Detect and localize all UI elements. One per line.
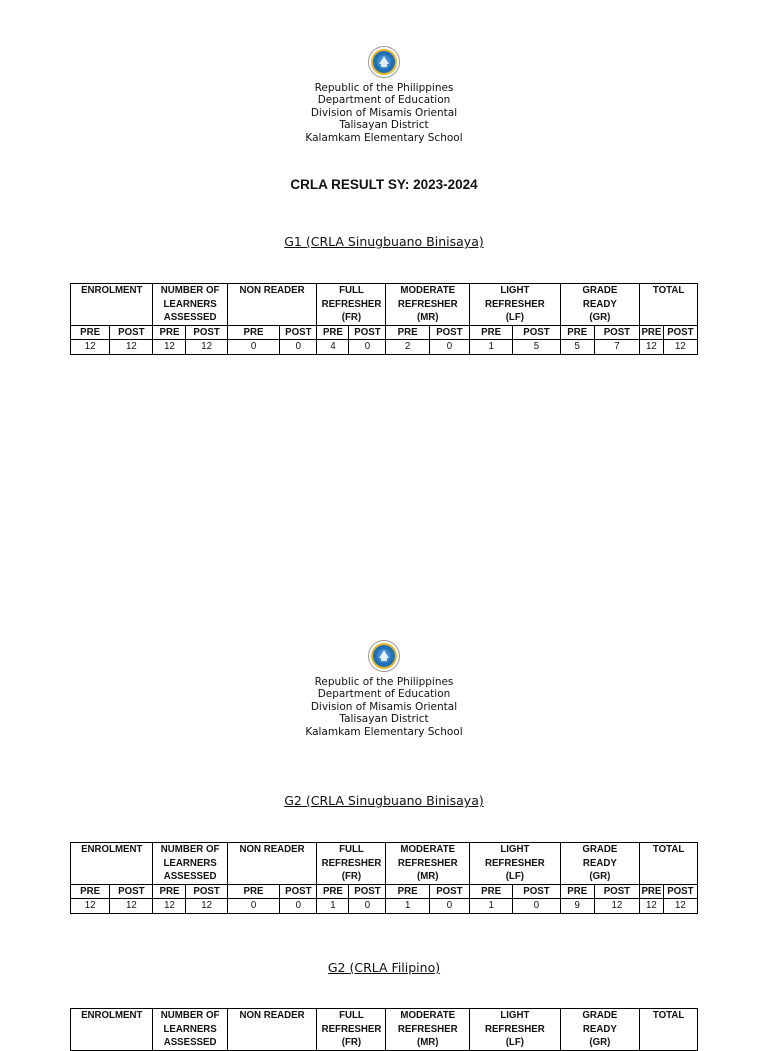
column-header-line: REFRESHER [321,857,382,869]
column-header-line: MODERATE [400,285,456,296]
column-header-line: REFRESHER [397,1023,458,1035]
post-label: POST [280,884,317,899]
results-table-g1-binisaya [70,283,698,355]
header-line-republic: Republic of the Philippines [314,676,454,688]
column-header-learners-assessed [153,1009,227,1051]
column-header-light-refresher [469,843,560,885]
column-header-line: LIGHT [500,285,530,296]
section-title-g2-binisaya: G2 (CRLA Sinugbuano Binisaya) [284,793,484,808]
table-cell-learners-assessed-post: 12 [186,899,227,914]
column-header-line: TOTAL [652,1010,685,1021]
pre-label: PRE [560,325,594,340]
column-header-line: ENROLMENT [81,285,143,296]
column-header-line: ENROLMENT [81,1010,143,1021]
column-header-enrolment [71,1009,153,1051]
post-label: POST [513,884,560,899]
column-header-moderate-refresher [386,1009,470,1051]
table-body [71,340,698,355]
header-line-school: Kalamkam Elementary School [305,131,463,144]
column-header-line: REFRESHER [484,298,545,310]
table-row [71,340,698,355]
column-header-line: ASSESSED [163,312,217,324]
table-cell-non-reader-pre: 0 [227,340,280,355]
post-label: POST [186,884,227,899]
document-title: CRLA RESULT SY: 2023-2024 [290,177,478,192]
column-header-line: READY [582,857,617,869]
pre-label: PRE [386,325,429,340]
post-label: POST [663,325,697,340]
table-cell-moderate-refresher-pre: 2 [386,340,429,355]
column-header-grade-ready [560,1009,639,1051]
column-header-non-reader [227,1009,317,1051]
post-label: POST [110,884,153,899]
table-cell-moderate-refresher-post: 0 [429,340,469,355]
post-label: POST [594,884,639,899]
column-header-line: (LF) [505,312,524,324]
column-header-line: LEARNERS [163,298,217,310]
table-cell-total-post: 12 [663,340,697,355]
header-line-division: Division of Misamis Oriental [310,106,458,119]
letterhead-1 [0,46,768,144]
table-cell-light-refresher-post: 0 [513,899,560,914]
column-header-light-refresher [469,284,560,326]
letterhead-text [0,676,768,738]
column-header-line: FULL [339,844,364,855]
results-table-g2-binisaya [70,842,698,914]
column-header-line: REFRESHER [321,298,382,310]
column-header-light-refresher [469,1009,560,1051]
column-header-moderate-refresher [386,843,470,885]
column-header-line: NON READER [239,844,305,855]
column-header-line: NUMBER OF [160,285,220,296]
post-label: POST [349,884,386,899]
pre-label: PRE [469,325,512,340]
column-header-line: (LF) [505,1037,524,1049]
results-table-g2-filipino [70,1008,698,1051]
column-header-learners-assessed [153,843,227,885]
column-header-line: (FR) [341,1037,362,1049]
column-header-line: LEARNERS [163,857,217,869]
column-header-line: (LF) [505,871,524,883]
post-label: POST [429,325,469,340]
table-cell-non-reader-post: 0 [280,899,317,914]
column-header-line: GRADE [582,844,618,855]
column-header-line: MODERATE [400,844,456,855]
table-cell-learners-assessed-post: 12 [186,340,227,355]
table-cell-grade-ready-post: 12 [594,899,639,914]
column-header-line: ASSESSED [163,1037,217,1049]
column-header-line: FULL [339,1010,364,1021]
table-cell-light-refresher-pre: 1 [469,340,512,355]
pre-label: PRE [153,325,186,340]
post-label: POST [110,325,153,340]
table-cell-enrolment-pre: 12 [71,899,110,914]
column-header-non-reader [227,843,317,885]
column-header-moderate-refresher [386,284,470,326]
pre-label: PRE [317,325,349,340]
table-row [71,899,698,914]
header-line-division: Division of Misamis Oriental [310,700,458,713]
column-header-line: MODERATE [400,1010,456,1021]
pre-label: PRE [317,884,349,899]
column-header-line: READY [582,1023,617,1035]
section-title-g1-binisaya: G1 (CRLA Sinugbuano Binisaya) [284,234,484,249]
table-header [71,1009,698,1051]
column-header-full-refresher [317,843,386,885]
column-header-total [640,1009,698,1051]
column-header-line: (GR) [589,1037,611,1049]
table-cell-non-reader-post: 0 [280,340,317,355]
column-header-line: NUMBER OF [160,1010,220,1021]
pre-label: PRE [560,884,594,899]
column-header-learners-assessed [153,284,227,326]
header-line-department: Department of Education [317,688,451,701]
column-header-total [640,284,698,326]
pre-label: PRE [640,884,664,899]
table-cell-non-reader-pre: 0 [227,899,280,914]
post-label: POST [513,325,560,340]
column-header-full-refresher [317,1009,386,1051]
table-header [71,843,698,899]
column-header-line: ENROLMENT [81,844,143,855]
table-cell-light-refresher-pre: 1 [469,899,512,914]
column-header-line: TOTAL [652,844,685,855]
table-cell-moderate-refresher-post: 0 [429,899,469,914]
column-header-line: LEARNERS [163,1023,217,1035]
header-line-department: Department of Education [317,94,451,107]
column-header-line: LIGHT [500,844,530,855]
deped-seal-icon [368,640,400,672]
header-line-district: Talisayan District [339,119,429,132]
column-header-line: GRADE [582,1010,618,1021]
column-header-line: NON READER [239,285,305,296]
table-body [71,899,698,914]
header-line-republic: Republic of the Philippines [314,82,454,94]
table-cell-learners-assessed-pre: 12 [153,899,186,914]
table-cell-full-refresher-pre: 4 [317,340,349,355]
header-pre-post-row [71,325,698,340]
pre-label: PRE [386,884,429,899]
header-line-school: Kalamkam Elementary School [305,725,463,738]
pre-label: PRE [227,884,280,899]
column-header-line: (GR) [589,871,611,883]
letterhead-text [0,82,768,144]
header-pre-post-row [71,884,698,899]
table-cell-total-post: 12 [663,899,697,914]
column-header-enrolment [71,843,153,885]
table-cell-total-pre: 12 [640,340,664,355]
column-header-line: LIGHT [500,1010,530,1021]
table-cell-learners-assessed-pre: 12 [153,340,186,355]
column-header-line: GRADE [582,285,618,296]
pre-label: PRE [469,884,512,899]
column-header-line: READY [582,298,617,310]
table-cell-full-refresher-post: 0 [349,340,386,355]
column-header-line: (GR) [589,312,611,324]
table-cell-enrolment-post: 12 [110,340,153,355]
column-header-line: (MR) [416,312,439,324]
post-label: POST [429,884,469,899]
header-category-row [71,843,698,885]
column-header-line: (MR) [416,1037,439,1049]
section-title-g2-filipino: G2 (CRLA Filipino) [327,960,441,975]
column-header-non-reader [227,284,317,326]
post-label: POST [280,325,317,340]
post-label: POST [663,884,697,899]
table-cell-full-refresher-post: 0 [349,899,386,914]
table-cell-grade-ready-pre: 5 [560,340,594,355]
column-header-total [640,843,698,885]
column-header-line: NON READER [239,1010,305,1021]
column-header-grade-ready [560,843,639,885]
deped-seal-icon [368,46,400,78]
column-header-line: REFRESHER [397,857,458,869]
column-header-line: ASSESSED [163,871,217,883]
column-header-grade-ready [560,284,639,326]
post-label: POST [186,325,227,340]
post-label: POST [349,325,386,340]
column-header-line: REFRESHER [484,857,545,869]
table-cell-light-refresher-post: 5 [513,340,560,355]
header-line-district: Talisayan District [339,713,429,726]
column-header-enrolment [71,284,153,326]
pre-label: PRE [71,325,110,340]
pre-label: PRE [153,884,186,899]
column-header-full-refresher [317,284,386,326]
table-cell-enrolment-pre: 12 [71,340,110,355]
table-cell-total-pre: 12 [640,899,664,914]
pre-label: PRE [640,325,664,340]
table-header [71,284,698,340]
table-cell-grade-ready-post: 7 [594,340,639,355]
column-header-line: (FR) [341,871,362,883]
pre-label: PRE [71,884,110,899]
letterhead-2 [0,640,768,738]
column-header-line: TOTAL [652,285,685,296]
column-header-line: (MR) [416,871,439,883]
pre-label: PRE [227,325,280,340]
table-cell-grade-ready-pre: 9 [560,899,594,914]
column-header-line: FULL [339,285,364,296]
header-category-row [71,1009,698,1051]
column-header-line: REFRESHER [321,1023,382,1035]
column-header-line: REFRESHER [484,1023,545,1035]
column-header-line: NUMBER OF [160,844,220,855]
post-label: POST [594,325,639,340]
table-cell-moderate-refresher-pre: 1 [386,899,429,914]
column-header-line: REFRESHER [397,298,458,310]
table-cell-enrolment-post: 12 [110,899,153,914]
table-cell-full-refresher-pre: 1 [317,899,349,914]
column-header-line: (FR) [341,312,362,324]
header-category-row [71,284,698,326]
